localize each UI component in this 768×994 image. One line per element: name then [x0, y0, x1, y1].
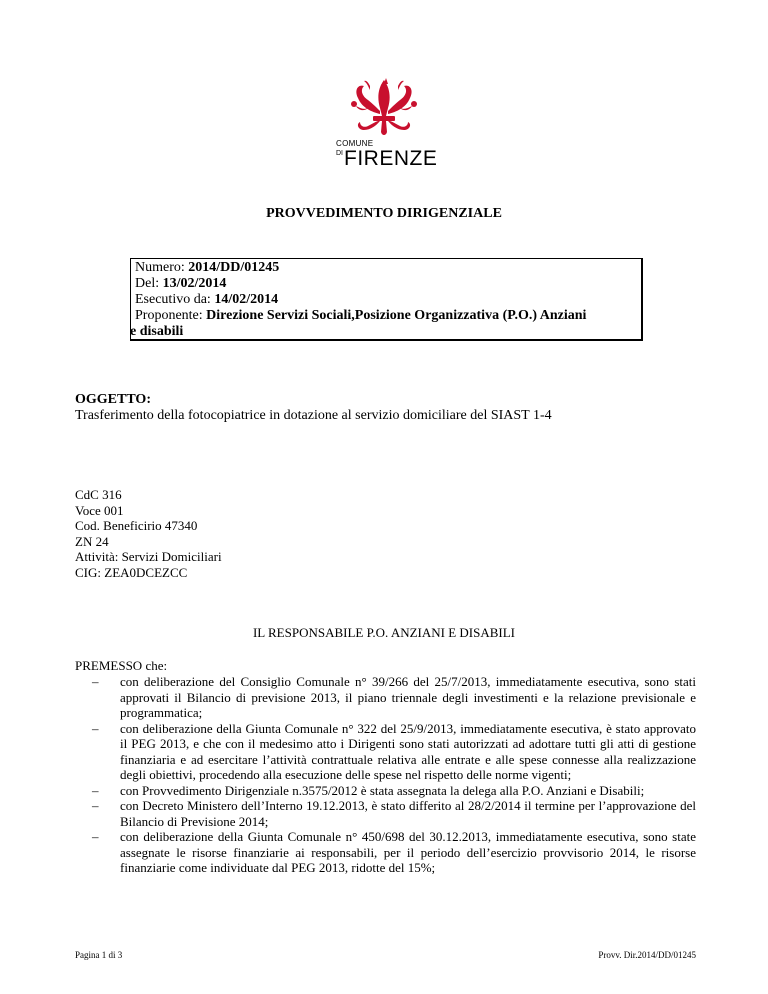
meta-cig: CIG: ZEA0DCEZCC: [75, 564, 188, 580]
page-number: Pagina 1 di 3: [75, 950, 123, 960]
meta-zn: ZN 24: [75, 533, 109, 549]
document-reference: Provv. Dir.2014/DD/01245: [598, 950, 696, 960]
dash-icon: –: [92, 782, 99, 798]
logo-di-text: DI: [336, 150, 343, 157]
numero-line: [135, 260, 279, 276]
proponente-label: Proponente:: [135, 308, 207, 323]
fleur-de-lis-icon: [340, 78, 428, 142]
dash-icon: –: [92, 829, 99, 844]
dash-icon: –: [92, 674, 99, 689]
meta-attivita: Attività: Servizi Domiciliari: [75, 549, 222, 564]
esecutivo-line: [135, 292, 278, 308]
proponente-value-2: e disabili: [130, 324, 184, 339]
numero-label: Numero:: [135, 260, 189, 275]
proponente-value: Direzione Servizi Sociali,Posizione Organizzativa (P.O.) Anziani: [206, 308, 587, 323]
premesso-list: [92, 674, 696, 876]
proponente-line: [135, 308, 586, 324]
proponente-line-2: [130, 324, 183, 340]
meta-beneficiario: Cod. Beneficirio 47340: [75, 518, 198, 533]
del-label: Del:: [135, 276, 163, 291]
meta-cdc: CdC 316: [75, 487, 122, 502]
logo-firenze-text: FIRENZE: [344, 147, 438, 170]
document-title: PROVVEDIMENTO DIRIGENZIALE: [266, 206, 502, 221]
meta-block: [75, 487, 222, 580]
list-item: – con Provvedimento Dirigenziale n.3575/2012 è stata assegnata la delega alla P.O. Anziani e Disabili;: [92, 782, 645, 798]
list-item: – con deliberazione del Consiglio Comunale n° 39/266 del 25/7/2013, immediatamente esecutiva, sono stati approvati il Bilancio di previsione 2013, il piano triennale degli investimenti e la relazione previsionale e programmatica;: [92, 674, 696, 720]
esecutivo-value: 14/02/2014: [214, 292, 279, 307]
meta-voce: Voce 001: [75, 502, 124, 518]
list-item: – con deliberazione della Giunta Comunale n° 322 del 25/9/2013, immediatamente esecutiva, è stato approvato il PEG 2013, e che con il medesimo atto i Dirigenti sono stati autorizzati ad adottare tutti gli atti di gestione finanziaria e ad esercitare l’attività contrattuale relativa alle entrate e alle spese connesse alla realizzazione degli obiettivi, procedendo alla esecuzione delle spese nel rispetto delle norme vigenti;: [92, 720, 696, 782]
numero-value: 2014/DD/01245: [188, 260, 280, 275]
dash-icon: –: [92, 720, 99, 736]
premesso-label: PREMESSO che:: [75, 658, 168, 673]
logo-comune-text: COMUNE: [336, 139, 374, 148]
dash-icon: –: [92, 798, 99, 813]
comune-di-firenze-logo: [322, 78, 444, 174]
oggetto-text: Trasferimento della fotocopiatrice in dotazione al servizio domiciliare del SIAST 1-4: [75, 408, 552, 423]
esecutivo-label: Esecutivo da:: [135, 292, 215, 307]
list-item: – con deliberazione della Giunta Comunale n° 450/698 del 30.12.2013, immediatamente esecutiva, sono state assegnate le risorse finanziarie ai responsabili, per il periodo dell’esercizio provvisorio 2014, le risorse finanziarie come individuate dal PEG 2013, ridotte del 15%;: [92, 829, 696, 875]
responsabile-heading: IL RESPONSABILE P.O. ANZIANI E DISABILI: [252, 625, 516, 640]
del-line: [135, 276, 226, 292]
del-value: 13/02/2014: [162, 276, 227, 291]
oggetto-label: OGGETTO:: [75, 392, 151, 407]
list-item: – con Decreto Ministero dell’Interno 19.12.2013, è stato differito al 28/2/2014 il termine per l’approvazione del Bilancio di Previsione 2014;: [92, 798, 696, 829]
info-box: [130, 258, 643, 341]
